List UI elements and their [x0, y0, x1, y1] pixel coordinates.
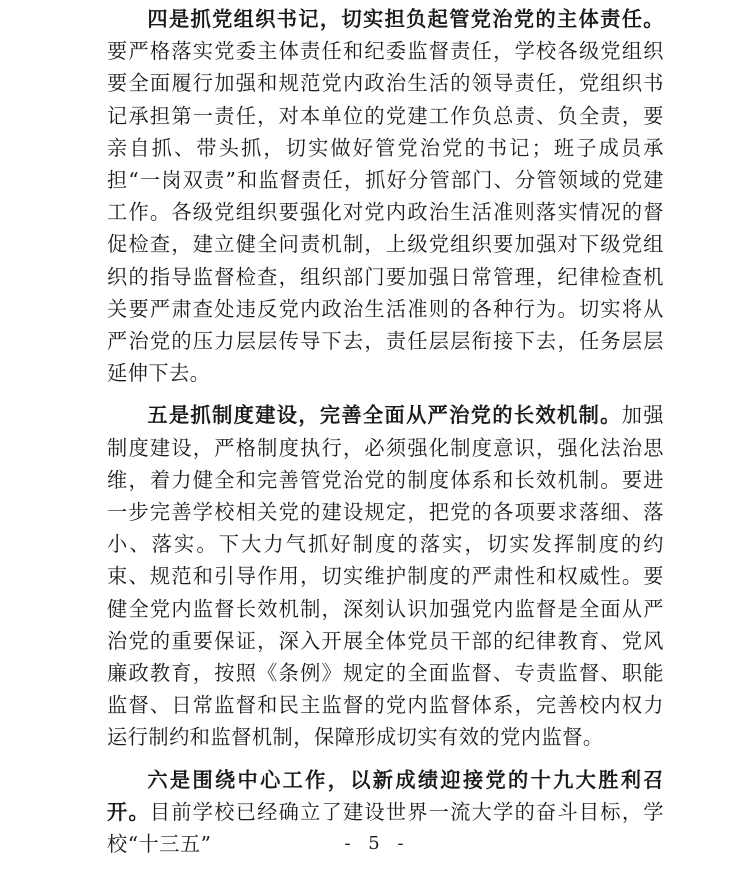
paragraph-lead: 六是围绕中心工作，以新成绩迎接党的十九大胜利召开。	[107, 767, 664, 824]
paragraph-institution-building	[107, 399, 664, 753]
paragraph-lead: 五是抓制度建设，完善全面从严治党的长效机制。	[147, 403, 622, 428]
paragraph-text: 加强制度建设，严格制度执行，必须强化制度意识，强化法治思维，着力健全和完善管党治党的制度体系和长效机制。要进一步完善学校相关党的建设规定，把党的各项要求落细、落小、落实。下大力气抓好制度的落实，切实发挥制度的约束、规范和引导作用，切实维护制度的严肃性和权威性。要健全党内监督长效机制，深刻认识加强党内监督是全面从严治党的重要保证，深入开展全体党员干部的纪律教育、党风廉政教育，按照《条例》规定的全面监督、专责监督、职能监督、日常监督和民主监督的党内监督体系，完善校内权力运行制约和监督机制，保障形成切实有效的党内监督。	[107, 403, 664, 750]
document-body	[107, 3, 664, 860]
page-number: - 5 -	[344, 833, 410, 854]
paragraph-text: 要严格落实党委主体责任和纪委监督责任，学校各级党组织要全面履行加强和规范党内政治生活的领导责任，党组织书记承担第一责任，对本单位的党建工作负总责、负全责，要亲自抓、带头抓，切实做好管党治党的书记；班子成员承担“一岗双责”和监督责任，抓好分管部门、分管领域的党建工作。各级党组织要强化对党内政治生活准则落实情况的督促检查，建立健全问责机制，上级党组织要加强对下级党组织的指导监督检查，组织部门要加强日常管理，纪律检查机关要严肃查处违反党内政治生活准则的各种行为。切实将从严治党的压力层层传导下去，责任层层衔接下去，任务层层延伸下去。	[107, 39, 664, 386]
paragraph-party-secretary-responsibility	[107, 3, 664, 389]
paragraph-text: 目前学校已经确立了建设世界一流大学的奋斗目标，学校“十三五”	[107, 799, 664, 857]
paragraph-lead: 四是抓党组织书记，切实担负起管党治党的主体责任。	[147, 7, 664, 31]
